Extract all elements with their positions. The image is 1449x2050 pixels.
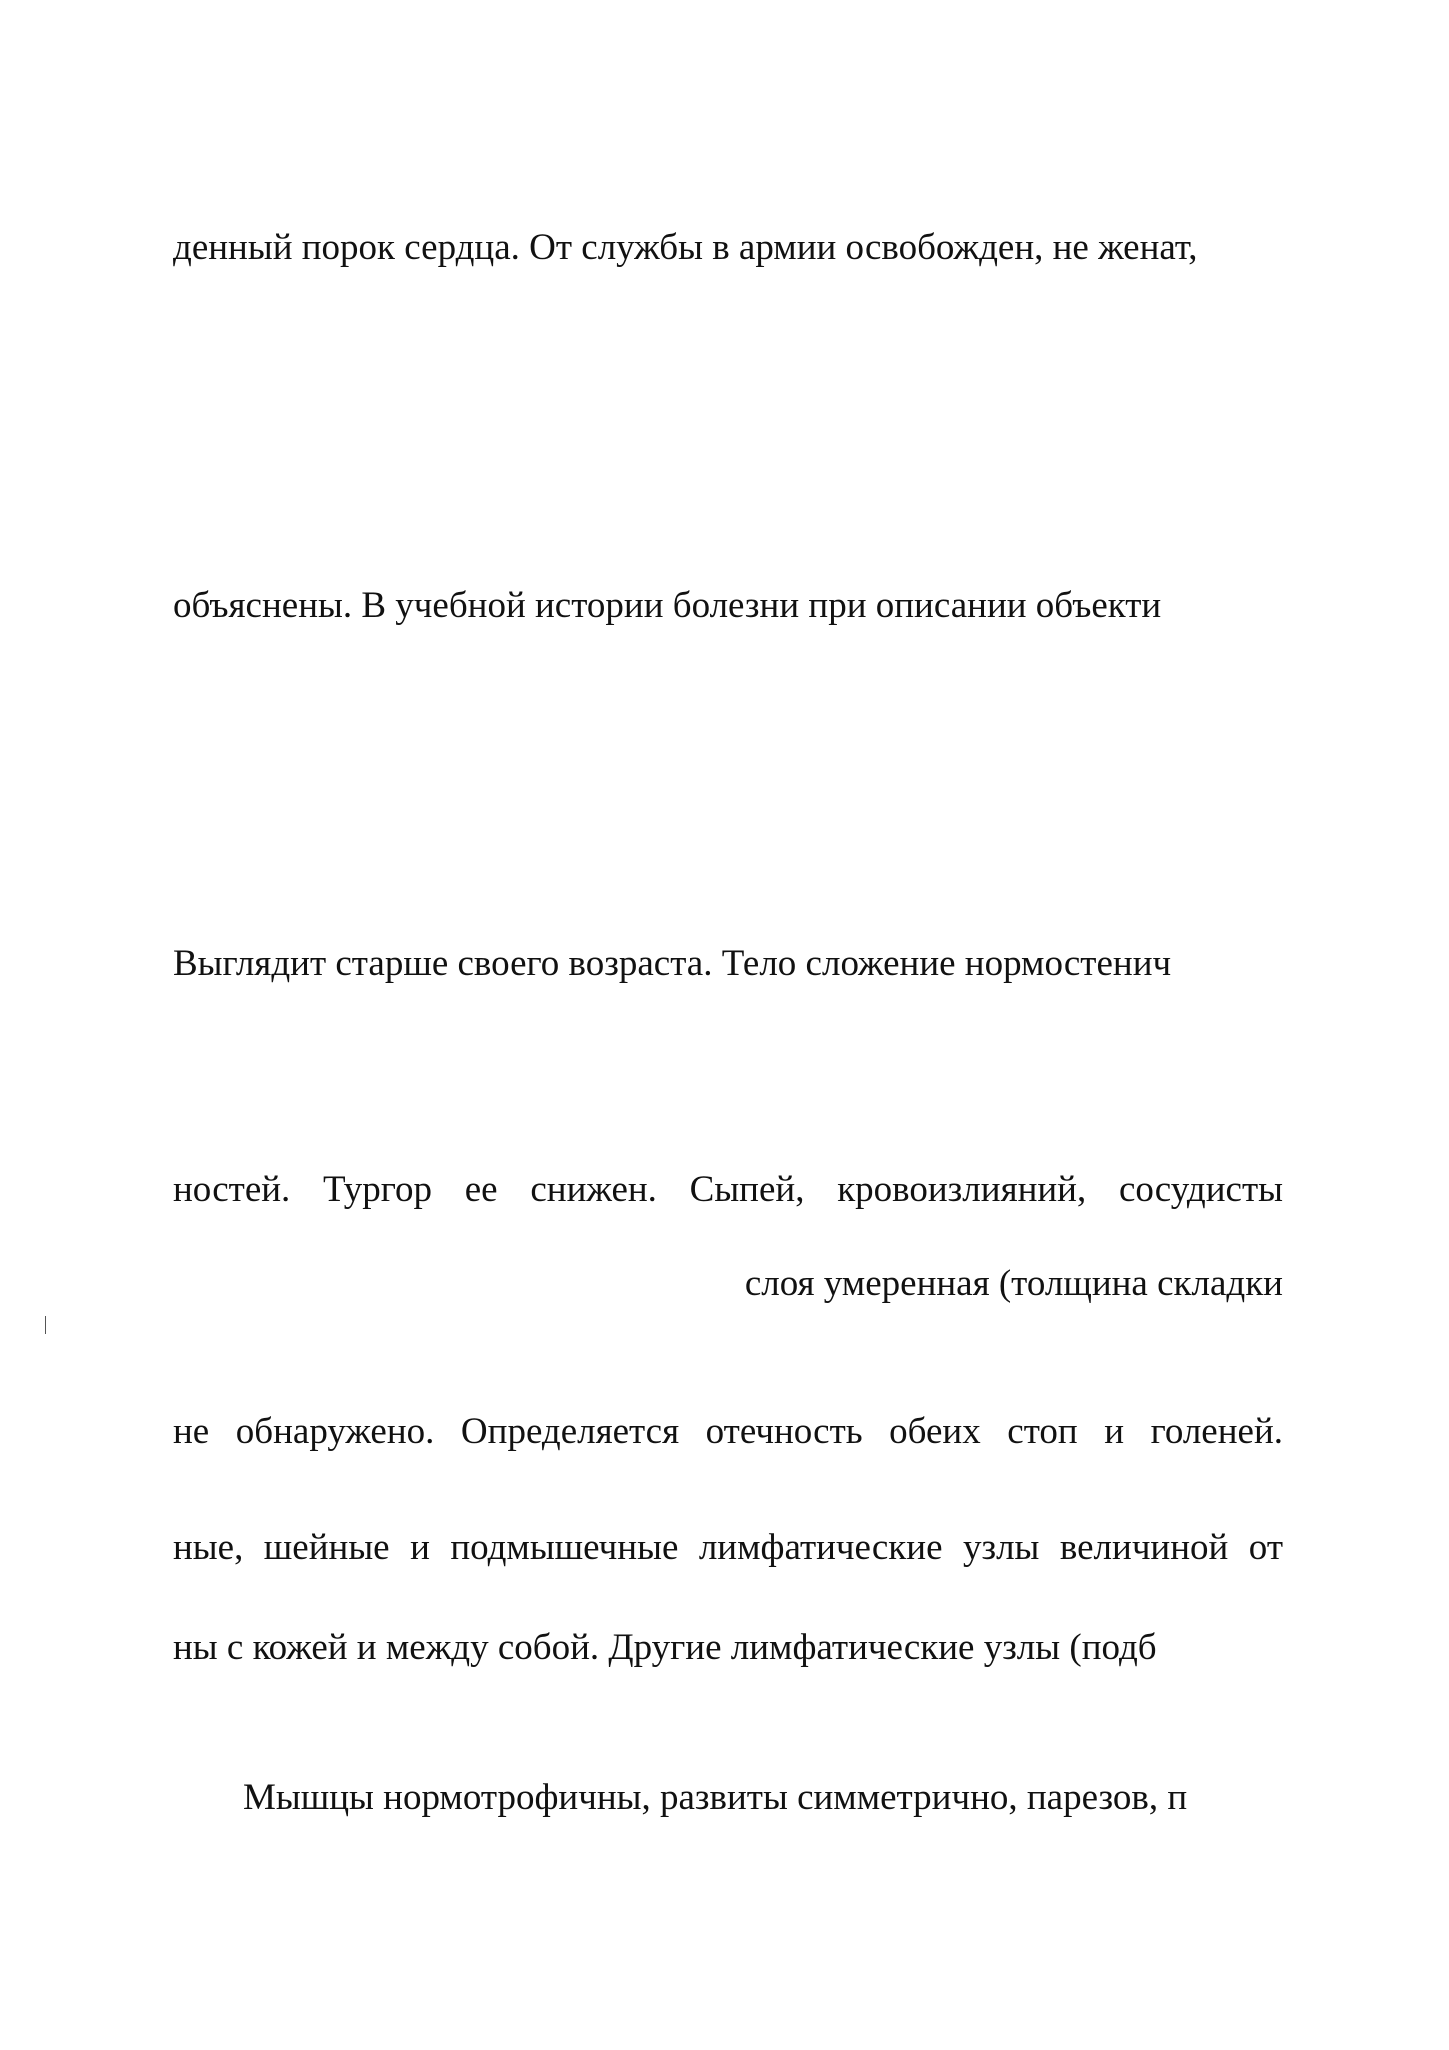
text-line: денный порок сердца. От службы в армии освобожден, не женат, (173, 227, 1198, 268)
text-line: объяснены. В учебной истории болезни при описании объекти (173, 585, 1162, 626)
text-line: ны с кожей и между собой. Другие лимфатические узлы (подб (173, 1627, 1157, 1668)
text-line: слоя умеренная (толщина складки (744, 1263, 1283, 1304)
text-line: Мышцы нормотрофичны, развиты симметрично, парезов, п (243, 1777, 1188, 1818)
text-line: Выглядит старше своего возраста. Тело сложение нормостенич (173, 943, 1172, 984)
text-line: ные, шейные и подмышечные лимфатические узлы величиной от (173, 1527, 1283, 1568)
text-line: ностей. Тургор ее снижен. Сыпей, кровоизлияний, сосудисты (173, 1169, 1283, 1210)
margin-marker (45, 1316, 46, 1334)
text-line: не обнаружено. Определяется отечность обеих стоп и голеней. (173, 1411, 1283, 1452)
